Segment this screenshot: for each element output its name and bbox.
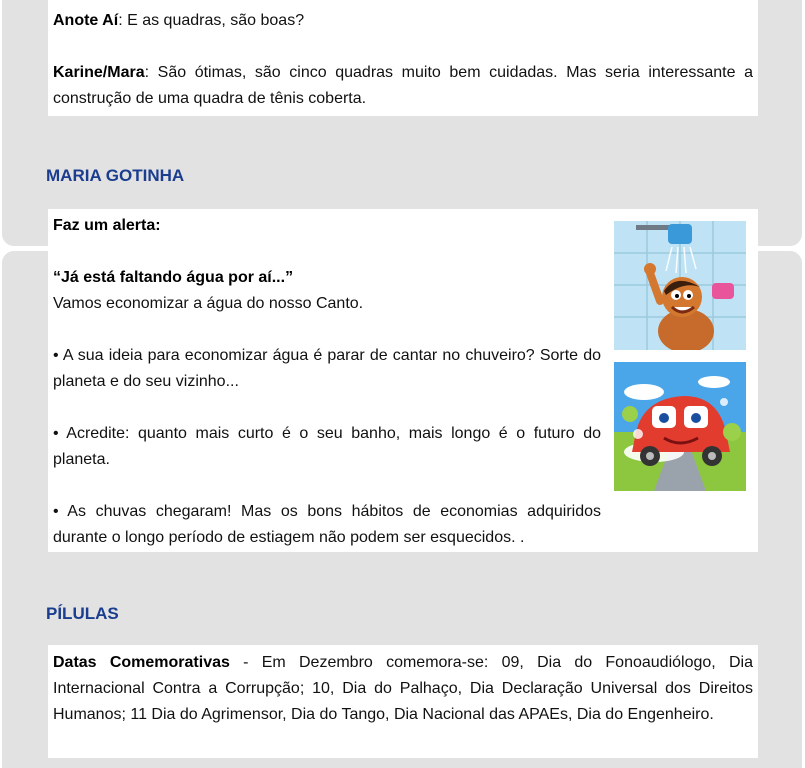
alert-quote: “Já está faltando água por aí...” <box>53 269 294 286</box>
shower-illustration <box>614 221 746 350</box>
commemorative-dates <box>53 650 753 728</box>
alert-line: Vamos economizar a água do nosso Canto. <box>53 295 364 312</box>
interview-question <box>53 8 753 34</box>
commemorative-dates-text: - Em Dezembro comemora-se: 09, Dia do Fonoaudiólogo, Dia Internacional Contra a Corrupção; 10, Dia do Palhaço, Dia Declaração Universal dos Direitos Humanos; 11 Dia do Agrimensor, Dia do Tango, Dia Nacional das APAEs, Dia do Engenheiro. <box>53 654 753 723</box>
alert-intro: Faz um alerta: <box>53 217 161 234</box>
alert-bullet-1: • A sua ideia para economizar água é parar de cantar no chuveiro? Sorte do planeta e do seu vizinho... <box>53 347 601 390</box>
commemorative-dates-title: Datas Comemorativas <box>53 654 230 671</box>
pilulas-box <box>48 645 758 758</box>
alert-bullet-3: • As chuvas chegaram! Mas os bons hábitos de economias adquiridos durante o longo período de estiagem não podem ser esquecidos. . <box>53 503 601 546</box>
maria-gotinha-heading: MARIA GOTINHA <box>46 166 185 185</box>
question-text: : E as quadras, são boas? <box>118 12 305 29</box>
answer-text: : São ótimas, são cinco quadras muito bem cuidadas. Mas seria interessante a construção de uma quadra de tênis coberta. <box>53 64 753 107</box>
question-speaker: Anote Aí <box>53 12 119 29</box>
pilulas-heading: PÍLULAS <box>46 604 119 623</box>
answer-speaker: Karine/Mara <box>53 64 145 81</box>
interview-answer <box>53 60 753 112</box>
alert-bullet-2: • Acredite: quanto mais curto é o seu banho, mais longo é o futuro do planeta. <box>53 425 601 468</box>
car-wash-illustration <box>614 362 746 491</box>
interview-box <box>48 0 758 116</box>
